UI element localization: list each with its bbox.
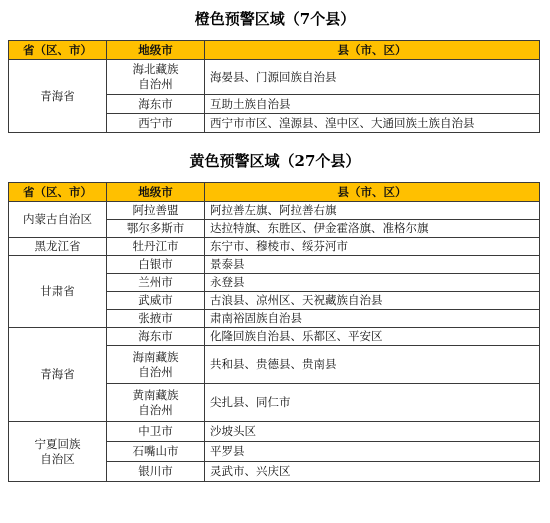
yellow-warning-title: 黄色预警区域（27个县） xyxy=(189,152,361,170)
city-cell: 中卫市 xyxy=(107,422,205,442)
city-cell: 牡丹江市 xyxy=(107,238,205,256)
header-city: 地级市 xyxy=(107,183,205,202)
province-cell: 青海省 xyxy=(9,328,107,422)
city-cell: 银川市 xyxy=(107,462,205,482)
city-cell: 海东市 xyxy=(107,328,205,346)
province-cell: 青海省 xyxy=(9,60,107,133)
county-cell: 阿拉善左旗、阿拉善右旗 xyxy=(205,202,540,220)
table-row xyxy=(9,60,540,95)
province-cell: 黑龙江省 xyxy=(9,238,107,256)
table-row xyxy=(9,328,540,346)
province-cell: 内蒙古自治区 xyxy=(9,202,107,238)
county-cell: 化隆回族自治县、乐都区、平安区 xyxy=(205,328,540,346)
city-cell: 阿拉善盟 xyxy=(107,202,205,220)
header-province: 省（区、市） xyxy=(9,41,107,60)
city-cell: 海南藏族 自治州 xyxy=(107,346,205,384)
orange-warning-table xyxy=(8,40,540,133)
header-city: 地级市 xyxy=(107,41,205,60)
table-row xyxy=(9,238,540,256)
province-cell: 甘肃省 xyxy=(9,256,107,328)
header-province: 省（区、市） xyxy=(9,183,107,202)
city-cell: 张掖市 xyxy=(107,310,205,328)
county-cell: 共和县、贵德县、贵南县 xyxy=(205,346,540,384)
county-cell: 海晏县、门源回族自治县 xyxy=(205,60,540,95)
header-county: 县（市、区） xyxy=(205,183,540,202)
city-cell: 海东市 xyxy=(107,95,205,114)
city-cell: 白银市 xyxy=(107,256,205,274)
county-cell: 西宁市市区、湟源县、湟中区、大通回族土族自治县 xyxy=(205,114,540,133)
table-row xyxy=(9,422,540,442)
county-cell: 平罗县 xyxy=(205,442,540,462)
county-cell: 古浪县、凉州区、天祝藏族自治县 xyxy=(205,292,540,310)
county-cell: 灵武市、兴庆区 xyxy=(205,462,540,482)
county-cell: 互助土族自治县 xyxy=(205,95,540,114)
city-cell: 石嘴山市 xyxy=(107,442,205,462)
county-cell: 沙坡头区 xyxy=(205,422,540,442)
city-cell: 兰州市 xyxy=(107,274,205,292)
county-cell: 达拉特旗、东胜区、伊金霍洛旗、准格尔旗 xyxy=(205,220,540,238)
city-cell: 武威市 xyxy=(107,292,205,310)
table-header-row xyxy=(9,183,540,202)
county-cell: 尖扎县、同仁市 xyxy=(205,384,540,422)
province-cell: 宁夏回族 自治区 xyxy=(9,422,107,482)
city-cell: 西宁市 xyxy=(107,114,205,133)
county-cell: 景泰县 xyxy=(205,256,540,274)
table-header-row xyxy=(9,41,540,60)
county-cell: 东宁市、穆棱市、绥芬河市 xyxy=(205,238,540,256)
county-cell: 永登县 xyxy=(205,274,540,292)
orange-warning-title: 橙色预警区域（7个县） xyxy=(194,10,356,28)
table-row xyxy=(9,256,540,274)
header-county: 县（市、区） xyxy=(205,41,540,60)
city-cell: 海北藏族 自治州 xyxy=(107,60,205,95)
county-cell: 肃南裕固族自治县 xyxy=(205,310,540,328)
yellow-warning-table xyxy=(8,182,540,482)
city-cell: 黄南藏族 自治州 xyxy=(107,384,205,422)
city-cell: 鄂尔多斯市 xyxy=(107,220,205,238)
table-row xyxy=(9,202,540,220)
